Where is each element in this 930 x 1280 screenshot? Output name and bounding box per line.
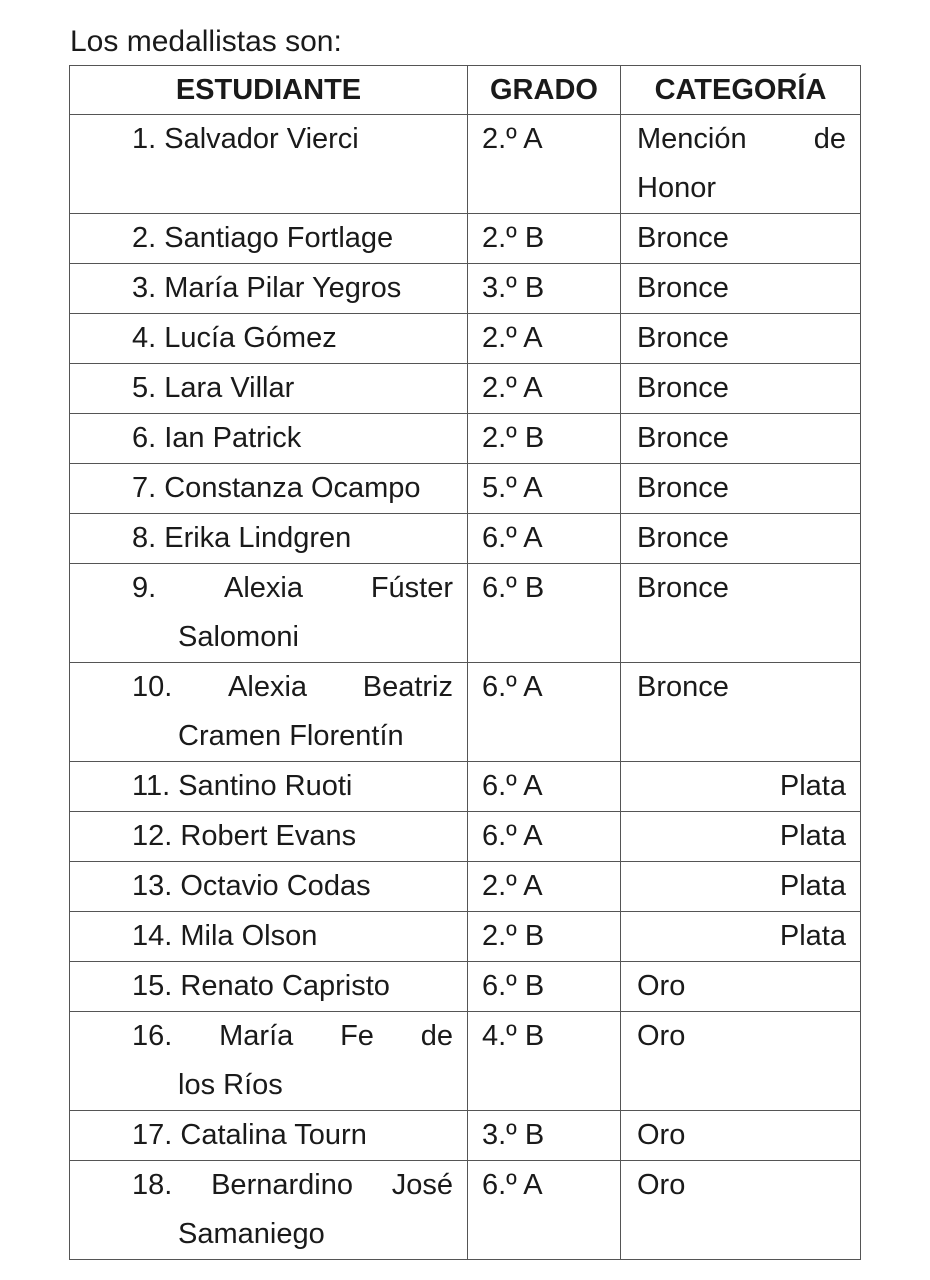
student-name-word: José <box>391 1169 453 1201</box>
table-row <box>70 1111 861 1161</box>
category-cell: Bronce <box>621 214 861 264</box>
grade-cell: 2.º B <box>468 214 621 264</box>
header-student: ESTUDIANTE <box>70 66 468 115</box>
student-cell: 3. María Pilar Yegros <box>70 264 468 314</box>
student-cell: 4. Lucía Gómez <box>70 314 468 364</box>
student-name-line: Salomoni <box>178 621 299 653</box>
student-name-line <box>132 663 453 712</box>
student-name-word: Alexia <box>228 671 308 703</box>
table-row <box>70 862 861 912</box>
table-row <box>70 1161 861 1260</box>
student-name-word: 16. <box>132 1020 173 1052</box>
table-row <box>70 464 861 514</box>
table-row <box>70 514 861 564</box>
student-name-line: los Ríos <box>178 1069 283 1101</box>
grade-cell: 2.º B <box>468 912 621 962</box>
category-cell: Bronce <box>621 264 861 314</box>
student-name-word: 9. <box>132 572 157 604</box>
category-cell: Plata <box>621 812 861 862</box>
student-name-word: Bernardino <box>211 1169 353 1201</box>
category-cell: Bronce <box>621 364 861 414</box>
student-cell: 11. Santino Ruoti <box>70 762 468 812</box>
grade-cell: 5.º A <box>468 464 621 514</box>
student-cell: 2. Santiago Fortlage <box>70 214 468 264</box>
category-cell: Bronce <box>621 514 861 564</box>
student-cell: 1. Salvador Vierci <box>70 115 468 214</box>
category-cell: Oro <box>621 1012 861 1111</box>
grade-cell: 6.º A <box>468 663 621 762</box>
student-cell: 12. Robert Evans <box>70 812 468 862</box>
medalists-table <box>69 65 861 1260</box>
student-name-word: María <box>219 1020 294 1052</box>
student-name-word: Beatriz <box>362 671 453 703</box>
grade-cell: 6.º A <box>468 762 621 812</box>
table-header-row <box>70 66 861 115</box>
category-line <box>637 115 846 164</box>
table-row <box>70 364 861 414</box>
student-name-word: de <box>420 1020 453 1052</box>
student-cell: 6. Ian Patrick <box>70 414 468 464</box>
table-row <box>70 214 861 264</box>
student-name-word: Fe <box>340 1020 374 1052</box>
table-body <box>70 115 861 1260</box>
category-cell: Plata <box>621 862 861 912</box>
student-cell: 15. Renato Capristo <box>70 962 468 1012</box>
student-cell: 7. Constanza Ocampo <box>70 464 468 514</box>
category-cell: Bronce <box>621 564 861 663</box>
category-cell: Plata <box>621 912 861 962</box>
category-cell: Plata <box>621 762 861 812</box>
student-cell: 17. Catalina Tourn <box>70 1111 468 1161</box>
grade-cell: 6.º A <box>468 1161 621 1260</box>
student-cell: 13. Octavio Codas <box>70 862 468 912</box>
student-name-word: 10. <box>132 671 173 703</box>
student-cell <box>70 1161 468 1260</box>
category-cell: Oro <box>621 962 861 1012</box>
student-name-line <box>132 1161 453 1210</box>
category-cell: Oro <box>621 1161 861 1260</box>
student-name-word: Fúster <box>370 572 453 604</box>
category-cell: Bronce <box>621 663 861 762</box>
category-word: de <box>813 123 846 155</box>
student-cell <box>70 663 468 762</box>
student-cell: 14. Mila Olson <box>70 912 468 962</box>
table-row <box>70 314 861 364</box>
grade-cell: 2.º A <box>468 115 621 214</box>
grade-cell: 6.º B <box>468 564 621 663</box>
grade-cell: 2.º A <box>468 314 621 364</box>
grade-cell: 2.º B <box>468 414 621 464</box>
grade-cell: 4.º B <box>468 1012 621 1111</box>
student-name-line <box>132 564 453 613</box>
grade-cell: 2.º A <box>468 364 621 414</box>
category-cell: Bronce <box>621 314 861 364</box>
student-name-line: Cramen Florentín <box>178 720 404 752</box>
category-cell: Bronce <box>621 464 861 514</box>
table-row <box>70 663 861 762</box>
table-row <box>70 912 861 962</box>
grade-cell: 3.º B <box>468 264 621 314</box>
table-row <box>70 962 861 1012</box>
grade-cell: 6.º A <box>468 514 621 564</box>
grade-cell: 2.º A <box>468 862 621 912</box>
table-row <box>70 1012 861 1111</box>
student-cell: 5. Lara Villar <box>70 364 468 414</box>
student-name-line <box>132 1012 453 1061</box>
intro-text: Los medallistas son: <box>70 25 342 58</box>
category-cell: Bronce <box>621 414 861 464</box>
category-line: Honor <box>637 172 716 204</box>
table-row <box>70 762 861 812</box>
grade-cell: 6.º B <box>468 962 621 1012</box>
grade-cell: 3.º B <box>468 1111 621 1161</box>
table-row <box>70 564 861 663</box>
grade-cell: 6.º A <box>468 812 621 862</box>
student-name-word: Alexia <box>224 572 303 604</box>
student-cell <box>70 564 468 663</box>
student-name-line: Samaniego <box>178 1218 325 1250</box>
table-row <box>70 812 861 862</box>
table-row <box>70 115 861 214</box>
category-word: Mención <box>637 123 747 155</box>
table-row <box>70 414 861 464</box>
header-grade: GRADO <box>468 66 621 115</box>
student-cell <box>70 1012 468 1111</box>
table-row <box>70 264 861 314</box>
category-cell <box>621 115 861 214</box>
student-cell: 8. Erika Lindgren <box>70 514 468 564</box>
header-category: CATEGORÍA <box>621 66 861 115</box>
student-name-word: 18. <box>132 1169 173 1201</box>
category-cell: Oro <box>621 1111 861 1161</box>
